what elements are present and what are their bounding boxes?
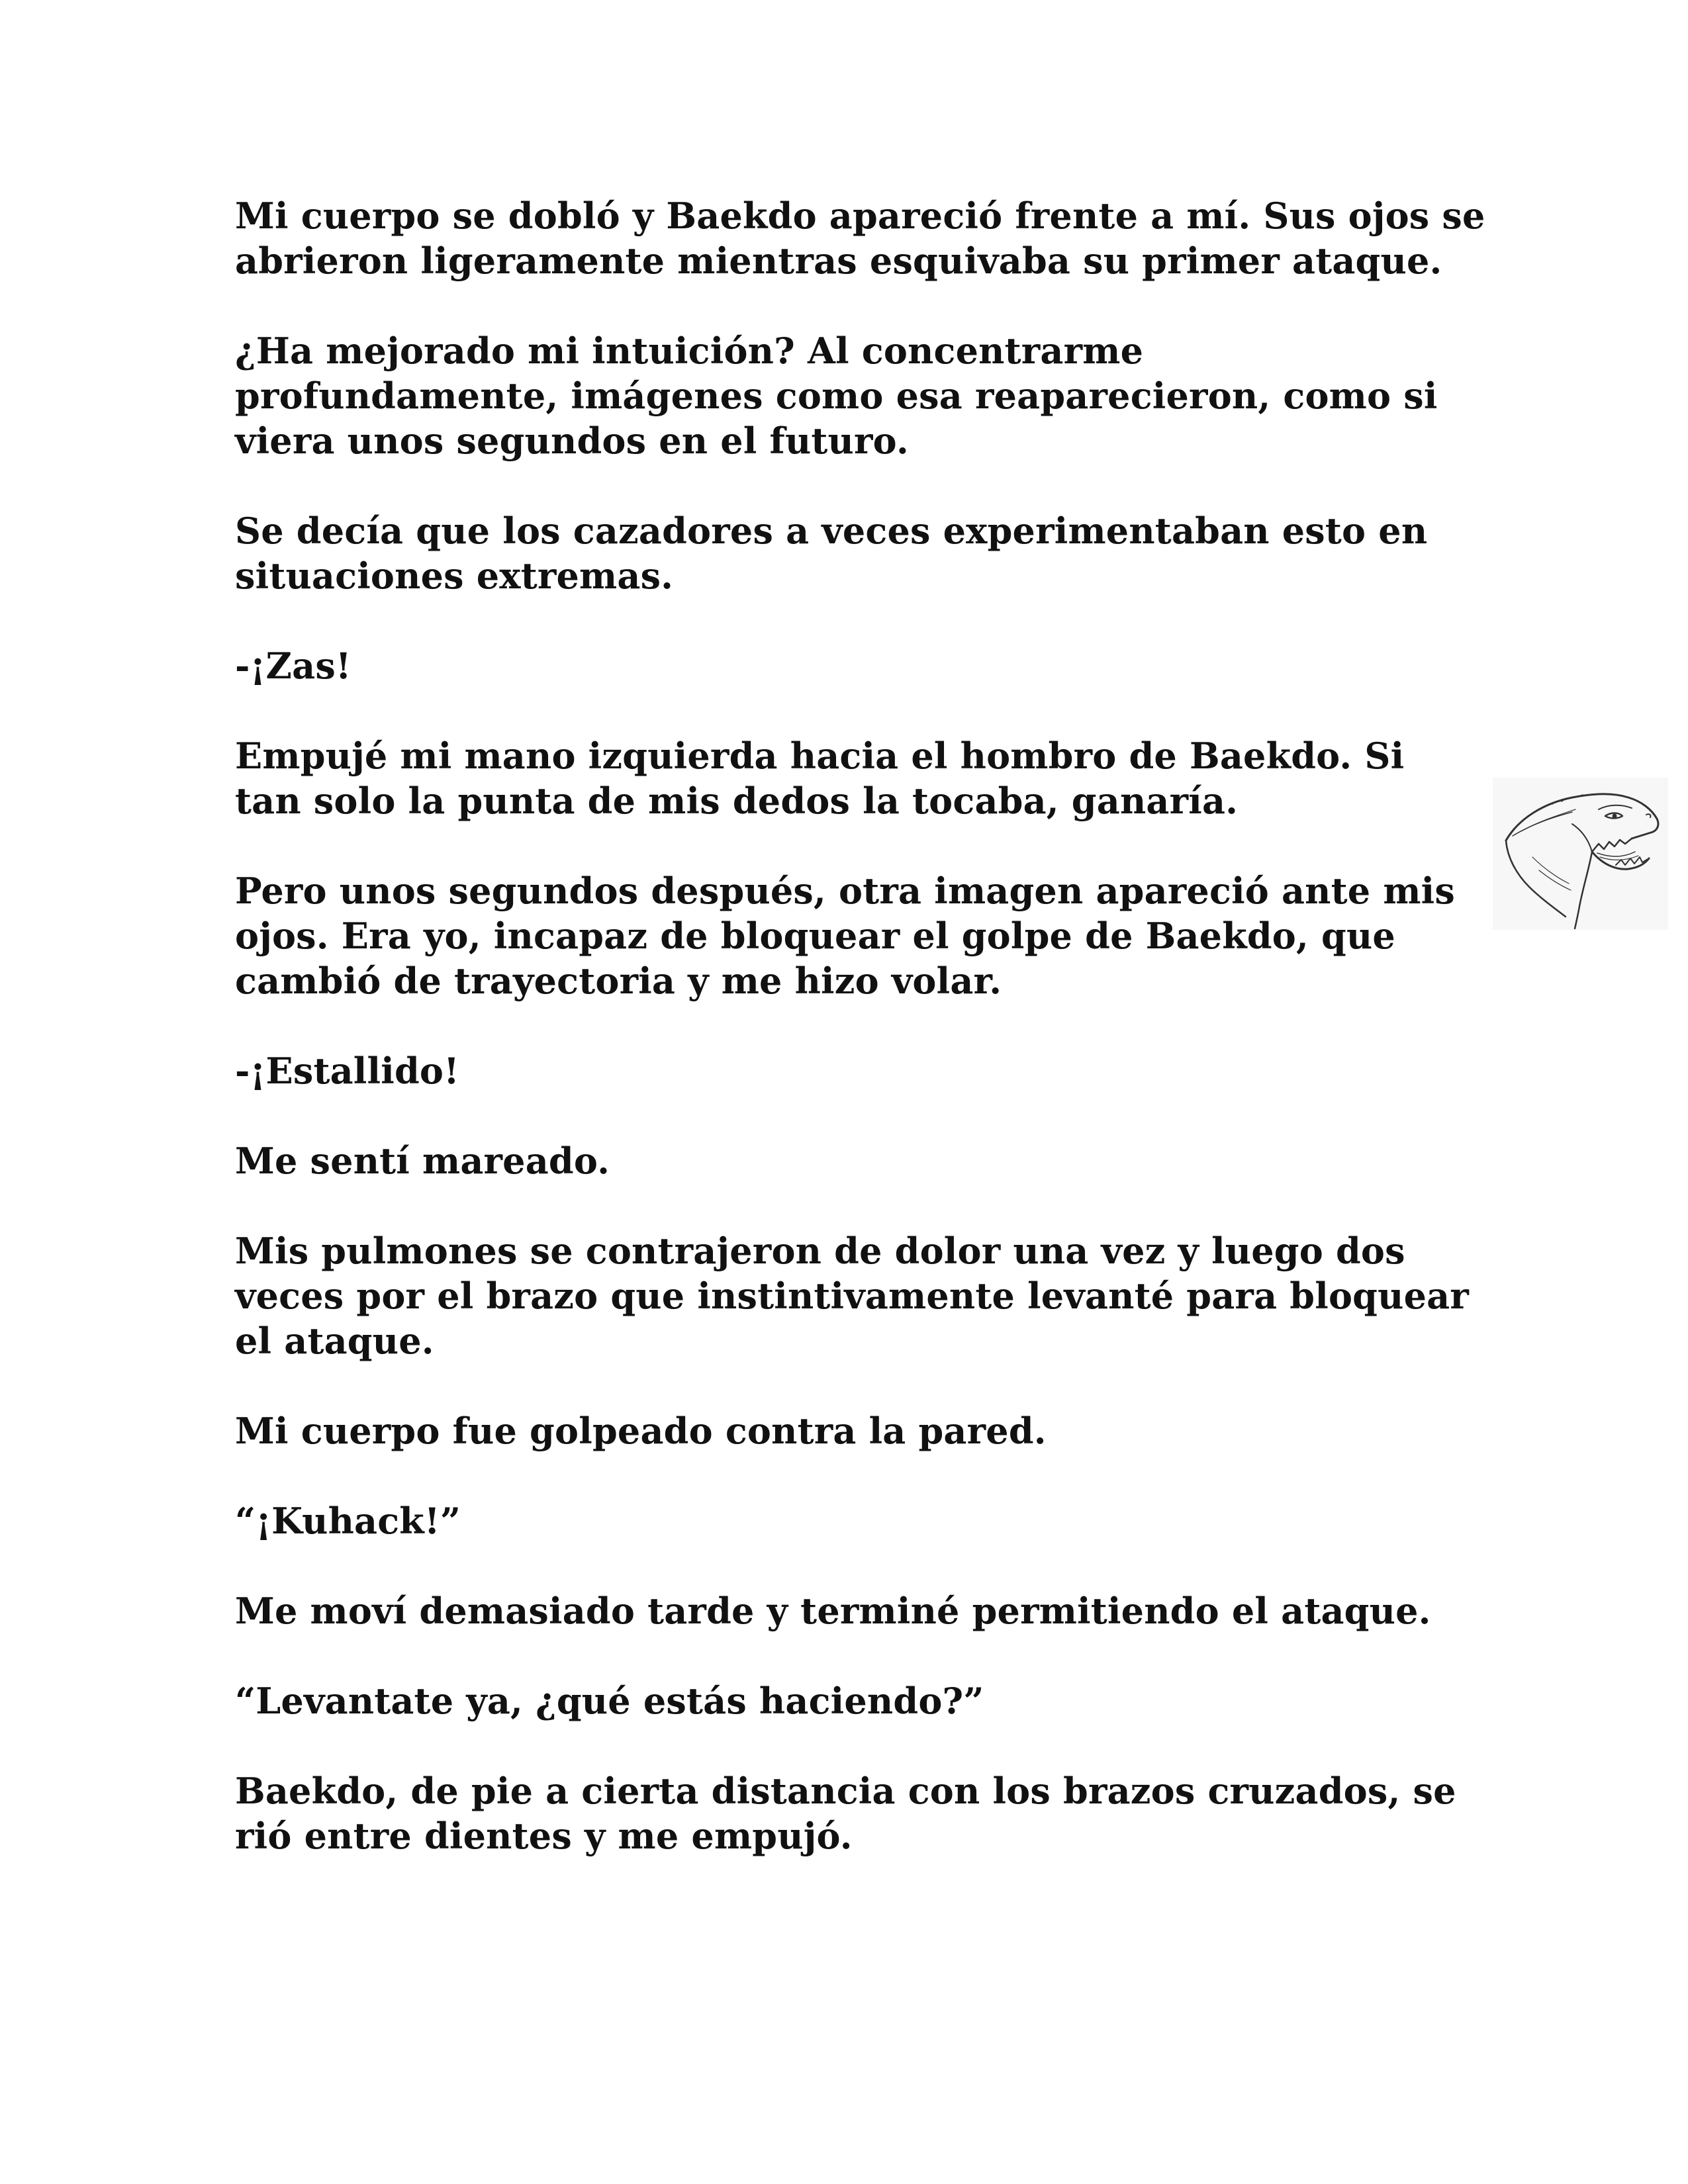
paragraph	[235, 733, 1460, 823]
text-line: Empujé mi mano izquierda hacia el hombro de Baekdo. Si	[235, 735, 1405, 777]
story-text	[235, 193, 1485, 1903]
paragraph	[235, 1678, 1460, 1723]
paragraph	[235, 1048, 1460, 1093]
text-line: “Levantate ya, ¿qué estás haciendo?”	[235, 1680, 984, 1722]
paragraph	[235, 1138, 1460, 1183]
text-line: Me moví demasiado tarde y terminé permitiendo el ataque.	[235, 1590, 1431, 1632]
paragraph	[235, 1588, 1460, 1633]
text-line: -¡Zas!	[235, 645, 352, 687]
paragraph	[235, 1498, 1460, 1543]
paragraph	[235, 643, 1460, 688]
text-line: tan solo la punta de mis dedos la tocaba, ganaría.	[235, 780, 1239, 822]
paragraph	[235, 1768, 1460, 1858]
text-line: rió entre dientes y me empujó.	[235, 1815, 853, 1857]
text-line: veces por el brazo que instintivamente levanté para bloquear	[235, 1275, 1469, 1317]
text-line: “¡Kuhack!”	[235, 1500, 461, 1542]
text-line: Mi cuerpo se dobló y Baekdo apareció frente a mí. Sus ojos se	[235, 195, 1485, 237]
text-line: Mis pulmones se contrajeron de dolor una vez y luego dos	[235, 1230, 1405, 1272]
text-line: Pero unos segundos después, otra imagen apareció ante mis	[235, 870, 1455, 912]
text-line: situaciones extremas.	[235, 555, 674, 597]
text-line: profundamente, imágenes como esa reaparecieron, como si	[235, 375, 1438, 417]
text-line: cambió de trayectoria y me hizo volar.	[235, 960, 1002, 1002]
paragraph	[235, 328, 1460, 463]
text-line: abrieron ligeramente mientras esquivaba su primer ataque.	[235, 240, 1442, 282]
text-line: ¿Ha mejorado mi intuición? Al concentrarme	[235, 330, 1144, 372]
dinosaur-head-sketch-icon	[1493, 778, 1668, 930]
paragraph	[235, 868, 1460, 1003]
text-line: Se decía que los cazadores a veces experimentaban esto en	[235, 510, 1428, 552]
paragraph	[235, 1228, 1469, 1363]
text-line: el ataque.	[235, 1320, 434, 1362]
text-line: -¡Estallido!	[235, 1050, 460, 1092]
text-line: Me sentí mareado.	[235, 1140, 610, 1182]
text-line: Mi cuerpo fue golpeado contra la pared.	[235, 1410, 1047, 1452]
text-line: ojos. Era yo, incapaz de bloquear el golpe de Baekdo, que	[235, 915, 1395, 957]
paragraph	[235, 1408, 1460, 1453]
text-line: viera unos segundos en el futuro.	[235, 420, 909, 462]
paragraph	[235, 193, 1485, 283]
text-line: Baekdo, de pie a cierta distancia con los brazos cruzados, se	[235, 1770, 1456, 1812]
paragraph	[235, 508, 1460, 598]
